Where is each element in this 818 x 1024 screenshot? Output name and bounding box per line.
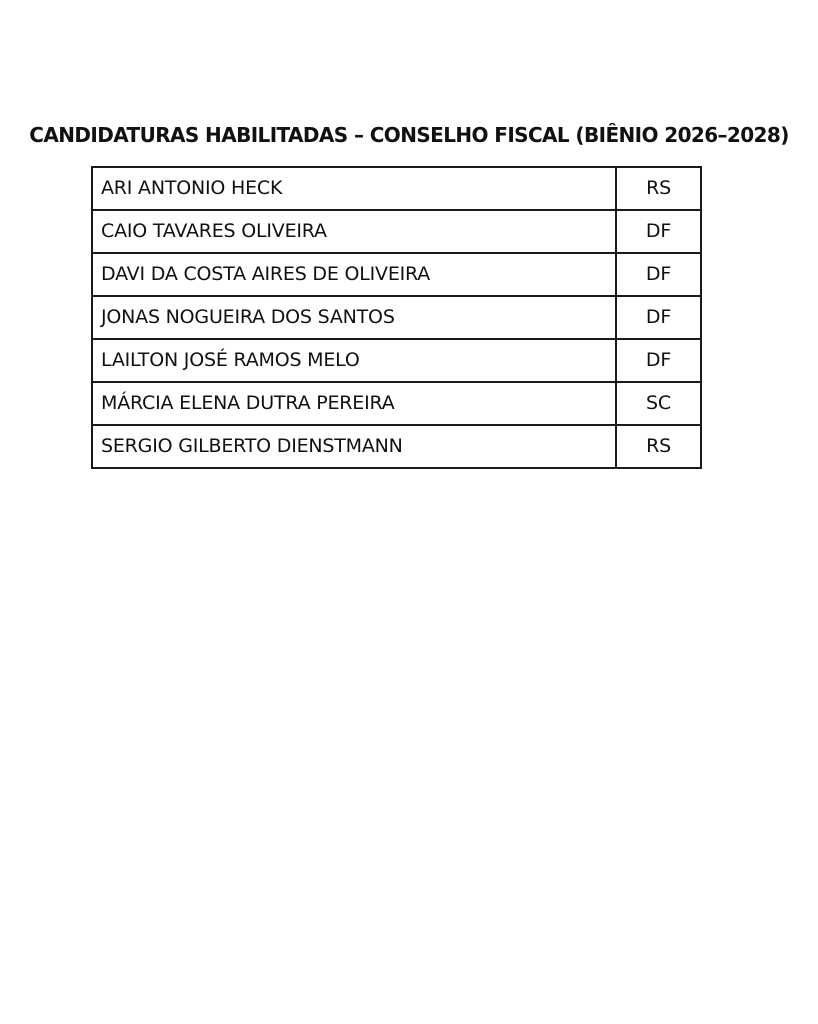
- candidate-state-cell: SC: [616, 382, 701, 425]
- table-row: [92, 296, 701, 339]
- table-row: [92, 253, 701, 296]
- candidate-state-cell: DF: [616, 210, 701, 253]
- candidate-state-cell: RS: [616, 425, 701, 468]
- candidate-name-cell: SERGIO GILBERTO DIENSTMANN: [92, 425, 616, 468]
- candidate-name-cell: DAVI DA COSTA AIRES DE OLIVEIRA: [92, 253, 616, 296]
- table-row: [92, 425, 701, 468]
- candidate-name-cell: LAILTON JOSÉ RAMOS MELO: [92, 339, 616, 382]
- table-row: [92, 382, 701, 425]
- candidate-state-cell: DF: [616, 253, 701, 296]
- candidate-name-cell: MÁRCIA ELENA DUTRA PEREIRA: [92, 382, 616, 425]
- candidates-table: [91, 166, 702, 469]
- table-row: [92, 210, 701, 253]
- candidate-state-cell: DF: [616, 296, 701, 339]
- page-title: CANDIDATURAS HABILITADAS – CONSELHO FISCAL (BIÊNIO 2026–2028): [29, 123, 789, 147]
- candidate-name-cell: JONAS NOGUEIRA DOS SANTOS: [92, 296, 616, 339]
- candidate-name-cell: CAIO TAVARES OLIVEIRA: [92, 210, 616, 253]
- candidate-name-cell: ARI ANTONIO HECK: [92, 167, 616, 210]
- candidate-state-cell: DF: [616, 339, 701, 382]
- table-row: [92, 167, 701, 210]
- candidate-state-cell: RS: [616, 167, 701, 210]
- table-row: [92, 339, 701, 382]
